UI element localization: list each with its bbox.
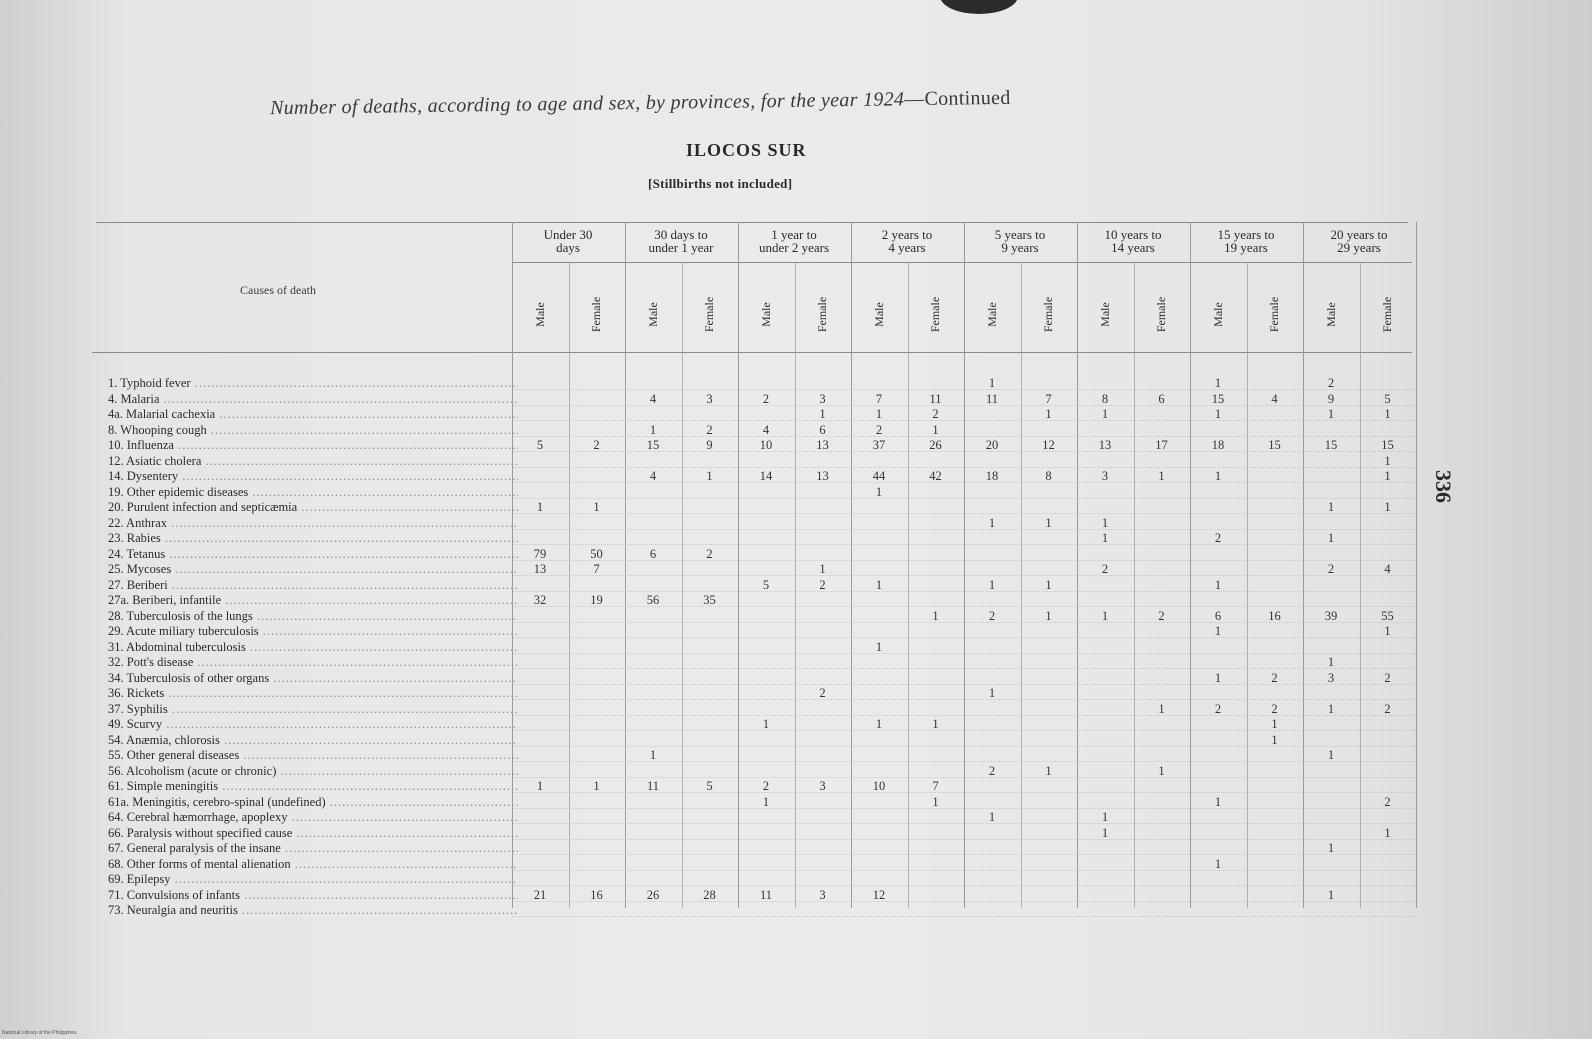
- sex-label: Male: [532, 301, 547, 327]
- table-cell-value: 37: [872, 438, 886, 452]
- sex-label: Female: [814, 296, 829, 332]
- table-cell-value: 10: [872, 779, 886, 793]
- table-cell-value: 2: [706, 546, 713, 561]
- table-cell-value: 1: [1045, 608, 1052, 623]
- age-group-line: 30 days to: [654, 227, 708, 242]
- table-cell-value: 39: [1324, 608, 1338, 623]
- cause-of-death-label: 8. Whooping cough .....: [108, 423, 518, 437]
- cause-of-death-label: 19. Other epidemic diseases .....: [108, 485, 518, 499]
- table-cell-value: 11: [929, 391, 942, 406]
- table-cell-value: 1: [706, 469, 713, 483]
- cause-of-death-label: 29. Acute miliary tuberculosis .....: [108, 624, 518, 638]
- age-group-line: 9 years: [1001, 240, 1039, 255]
- title-suffix: —Continued: [904, 86, 1011, 111]
- cause-of-death-label: 68. Other forms of mental alienation .....: [108, 857, 518, 871]
- age-group-line: Under 30: [543, 227, 593, 242]
- cause-of-death-label: 10. Influenza .....: [108, 438, 518, 452]
- table-cell-value: 7: [932, 779, 939, 793]
- table-cell-value: 3: [819, 779, 826, 793]
- table-cell-value: 1: [1384, 624, 1391, 638]
- table-cell-value: 1: [988, 810, 996, 824]
- table-cell-value: 1: [536, 779, 544, 793]
- sex-column-header: [851, 301, 907, 327]
- age-group-line: 19 years: [1224, 240, 1268, 255]
- table-cell-value: 1: [1101, 825, 1109, 840]
- table-cell-value: 44: [872, 469, 886, 483]
- sex-column-header: [908, 296, 964, 332]
- table-cell-value: 11: [646, 779, 660, 793]
- age-group-line: 2 years to: [881, 227, 933, 242]
- table-cell-value: 7: [875, 391, 883, 406]
- age-group-line: under 1 year: [648, 240, 714, 255]
- title-italic: Number of deaths, according to age and sex, by provinces, for the year 1924: [269, 88, 905, 120]
- row-leader: [512, 653, 1416, 655]
- table-cell-value: 1: [932, 608, 939, 623]
- age-group-line: 29 years: [1337, 240, 1381, 255]
- table-cell-value: 1: [1384, 500, 1391, 514]
- table-cell-value: 3: [819, 391, 826, 406]
- age-group-line: 4 years: [888, 240, 926, 255]
- cause-of-death-label: 64. Cerebral hæmorrhage, apoplexy .....: [108, 810, 518, 824]
- table-cell-value: 1: [1327, 531, 1335, 545]
- table-cell-value: 13: [1098, 438, 1112, 452]
- table-cell-value: 16: [590, 887, 603, 902]
- table-cell-value: 1: [593, 779, 600, 793]
- table-cell-value: 1: [819, 562, 826, 576]
- table-cell-value: 1: [1214, 469, 1222, 483]
- table-cell-value: 1: [1101, 810, 1109, 824]
- cause-of-death-label: 14. Dysentery .....: [108, 469, 518, 483]
- cause-of-death-label: 49. Scurvy .....: [108, 717, 518, 731]
- table-cell-value: 1: [1384, 453, 1391, 468]
- table-cell-value: 1: [762, 717, 770, 731]
- age-group-header: [851, 228, 963, 254]
- table-cell-value: 28: [703, 887, 716, 902]
- table-cell-value: 79: [533, 546, 547, 561]
- cause-of-death-label: 69. Epilepsy .....: [108, 872, 518, 886]
- table-cell-value: 5: [762, 577, 770, 592]
- sex-label: Female: [588, 296, 603, 332]
- age-group-line: 15 years to: [1217, 227, 1275, 242]
- table-cell-value: 4: [1271, 391, 1278, 406]
- table-cell-value: 2: [593, 438, 600, 452]
- table-cell-value: 1: [1101, 515, 1109, 530]
- table-cell-value: 9: [1327, 391, 1335, 406]
- table-cell-value: 1: [1101, 407, 1109, 421]
- table-cell-value: 1: [1327, 748, 1335, 762]
- age-group-header: [964, 228, 1076, 254]
- sex-column-header: [1077, 301, 1133, 327]
- table-cell-value: 17: [1155, 438, 1168, 452]
- table-cell-value: 6: [649, 546, 657, 561]
- table-cell-value: 1: [1214, 856, 1222, 871]
- table-cell-value: 1: [988, 376, 996, 390]
- cause-of-death-label: 27a. Beriberi, infantile .....: [108, 593, 518, 607]
- table-cell-value: 5: [706, 779, 713, 793]
- table-cell-value: 1: [1045, 763, 1052, 778]
- table-cell-value: 7: [593, 562, 600, 576]
- cause-of-death-label: 27. Beriberi .....: [108, 578, 518, 592]
- age-group-line: 20 years to: [1330, 227, 1388, 242]
- sex-label: Male: [984, 301, 999, 327]
- table-cell-value: 1: [875, 639, 883, 654]
- table-cell-value: 12: [1042, 438, 1055, 452]
- age-group-header: [512, 228, 624, 254]
- column-divider: [908, 262, 909, 908]
- cause-of-death-label: 67. General paralysis of the insane .....: [108, 841, 518, 855]
- age-group-line: 10 years to: [1104, 227, 1162, 242]
- cause-of-death-label: 55. Other general diseases .....: [108, 748, 518, 762]
- sex-column-header: [1134, 296, 1190, 332]
- column-divider: [851, 222, 852, 908]
- age-group-header: [1303, 228, 1415, 254]
- sex-column-header: [569, 296, 625, 332]
- table-cell-value: 1: [1214, 376, 1222, 390]
- table-cell-value: 1: [1327, 500, 1335, 514]
- column-divider: [1134, 262, 1135, 908]
- cause-of-death-label: 54. Anæmia, chlorosis .....: [108, 733, 518, 747]
- age-group-header: [1190, 228, 1302, 254]
- table-cell-value: 5: [1384, 391, 1391, 406]
- causes-column-header: Causes of death: [240, 283, 316, 297]
- table-cell-value: 2: [988, 763, 996, 778]
- cause-of-death-label: 66. Paralysis without specified cause .....: [108, 826, 518, 840]
- cause-of-death-label: 4a. Malarial cachexia .....: [108, 407, 518, 421]
- cause-of-death-label: 37. Syphilis .....: [108, 702, 518, 716]
- table-cell-value: 6: [1214, 608, 1222, 623]
- table-cell-value: 2: [1158, 608, 1165, 623]
- sex-column-header: [512, 301, 568, 327]
- table-cell-value: 2: [762, 779, 770, 793]
- row-leader: [512, 870, 1416, 872]
- table-cell-value: 50: [590, 546, 603, 561]
- table-cell-value: 1: [932, 794, 939, 809]
- sex-label: Female: [1379, 296, 1394, 332]
- cause-of-death-label: 1. Typhoid fever .....: [108, 376, 518, 390]
- table-cell-value: 15: [646, 438, 660, 452]
- table-cell-value: 2: [1327, 562, 1335, 576]
- sex-label: Female: [1266, 296, 1281, 332]
- sex-label: Male: [645, 301, 660, 327]
- cause-of-death-label: 4. Malaria .....: [108, 392, 518, 406]
- table-cell-value: 2: [1101, 562, 1109, 576]
- table-cell-value: 2: [762, 391, 770, 406]
- sex-column-header: [1247, 296, 1303, 332]
- sex-label: Female: [1153, 296, 1168, 332]
- table-cell-value: 2: [1214, 531, 1222, 545]
- table-cell-value: 1: [875, 407, 883, 421]
- table-cell-value: 15: [1268, 438, 1281, 452]
- table-cell-value: 1: [1158, 701, 1165, 716]
- table-cell-value: 1: [1271, 717, 1278, 731]
- age-group-header: [625, 228, 737, 254]
- sex-column-header: [1360, 296, 1416, 332]
- table-cell-value: 1: [988, 577, 996, 592]
- age-group-line: days: [556, 240, 580, 255]
- sex-column-header: [1303, 301, 1359, 327]
- top-rule: [96, 222, 1408, 223]
- table-cell-value: 8: [1101, 391, 1109, 406]
- table-cell-value: 1: [1214, 407, 1222, 421]
- table-cell-value: 2: [819, 577, 826, 592]
- column-divider: [682, 262, 683, 908]
- cause-of-death-label: 25. Mycoses .....: [108, 562, 518, 576]
- table-cell-value: 56: [646, 593, 660, 607]
- table-cell-value: 1: [1158, 469, 1165, 483]
- table-cell-value: 2: [1271, 670, 1278, 685]
- table-cell-value: 1: [1214, 670, 1222, 685]
- age-group-line: under 2 years: [758, 240, 830, 255]
- age-group-header: [738, 228, 850, 254]
- table-cell-value: 1: [1327, 655, 1335, 669]
- table-cell-value: 1: [1158, 763, 1165, 778]
- table-cell-value: 18: [985, 469, 999, 483]
- table-cell-value: 6: [819, 422, 826, 437]
- table-cell-value: 4: [649, 469, 657, 483]
- table-cell-value: 18: [1211, 438, 1225, 452]
- table-cell-value: 26: [646, 887, 660, 902]
- table-cell-value: 1: [649, 422, 657, 437]
- table-cell-value: 1: [988, 686, 996, 700]
- table-cell-value: 15: [1381, 438, 1394, 452]
- table-cell-value: 1: [1327, 841, 1335, 855]
- table-cell-value: 13: [816, 438, 829, 452]
- column-divider: [569, 262, 570, 908]
- table-cell-value: 2: [1384, 701, 1391, 716]
- sex-column-header: [682, 296, 738, 332]
- cause-of-death-label: 32. Pott's disease .....: [108, 655, 518, 669]
- table-cell-value: 6: [1158, 391, 1165, 406]
- table-cell-value: 13: [533, 562, 547, 576]
- table-cell-value: 2: [932, 407, 939, 421]
- table-cell-value: 1: [1101, 608, 1109, 623]
- table-cell-value: 1: [875, 484, 883, 499]
- age-group-header: [1077, 228, 1189, 254]
- table-cell-value: 1: [1327, 887, 1335, 902]
- page-title: [270, 87, 1011, 120]
- sex-label: Male: [871, 301, 886, 327]
- age-group-line: 5 years to: [994, 227, 1046, 242]
- table-cell-value: 3: [706, 391, 713, 406]
- table-cell-value: 11: [759, 887, 773, 902]
- sex-label: Female: [1040, 296, 1055, 332]
- table-cell-value: 5: [536, 438, 544, 452]
- table-cell-value: 1: [1327, 407, 1335, 421]
- table-cell-value: 3: [1101, 469, 1109, 483]
- table-cell-value: 1: [1045, 577, 1052, 592]
- age-group-line: 14 years: [1111, 240, 1155, 255]
- table-cell-value: 1: [1045, 407, 1052, 421]
- row-leader: [512, 637, 1416, 639]
- table-cell-value: 1: [932, 422, 939, 437]
- sex-column-header: [1021, 296, 1077, 332]
- table-cell-value: 21: [533, 887, 547, 902]
- page-number: 336: [1431, 470, 1456, 503]
- cause-of-death-label: 22. Anthrax .....: [108, 516, 518, 530]
- sex-column-header: [738, 301, 794, 327]
- sex-label: Male: [1323, 301, 1338, 327]
- table-cell-value: 1: [593, 500, 600, 514]
- table-cell-value: 2: [706, 422, 713, 437]
- table-cell-value: 1: [1271, 732, 1278, 747]
- sex-column-header: [1190, 301, 1246, 327]
- table-cell-value: 3: [819, 887, 826, 902]
- table-cell-value: 1: [1384, 825, 1391, 840]
- table-cell-value: 1: [1214, 794, 1222, 809]
- cause-of-death-label: 28. Tuberculosis of the lungs .....: [108, 609, 518, 623]
- table-cell-value: 2: [819, 686, 826, 700]
- table-cell-value: 1: [819, 407, 826, 421]
- table-cell-value: 32: [533, 593, 547, 607]
- table-cell-value: 1: [1214, 624, 1222, 638]
- header-bottom-rule: [92, 352, 1412, 353]
- table-cell-value: 1: [1327, 701, 1335, 716]
- table-cell-value: 15: [1211, 391, 1225, 406]
- sex-label: Male: [758, 301, 773, 327]
- table-cell-value: 35: [703, 593, 716, 607]
- table-cell-value: 2: [988, 608, 996, 623]
- row-leader: [512, 839, 1416, 841]
- ink-blot: [940, 0, 1018, 14]
- table-cell-value: 11: [985, 391, 999, 406]
- table-cell-value: 1: [649, 748, 657, 762]
- row-leader: [512, 916, 1416, 918]
- table-cell-value: 42: [929, 469, 942, 483]
- table-cell-value: 1: [988, 515, 996, 530]
- table-cell-value: 4: [1384, 562, 1391, 576]
- cause-of-death-label: 56. Alcoholism (acute or chronic) .....: [108, 764, 518, 778]
- cause-of-death-label: 73. Neuralgia and neuritis .....: [108, 903, 518, 917]
- cause-of-death-label: 61. Simple meningitis .....: [108, 779, 518, 793]
- table-cell-value: 7: [1045, 391, 1052, 406]
- table-cell-value: 26: [929, 438, 942, 452]
- cause-of-death-label: 20. Purulent infection and septicæmia .....: [108, 500, 518, 514]
- sex-column-header: [795, 296, 851, 332]
- table-cell-value: 1: [1045, 515, 1052, 530]
- table-cell-value: 1: [762, 794, 770, 809]
- sex-column-header: [964, 301, 1020, 327]
- cause-of-death-label: 61a. Meningitis, cerebro-spinal (undefined) .....: [108, 795, 518, 809]
- table-cell-value: 4: [762, 422, 770, 437]
- cause-of-death-label: 36. Rickets .....: [108, 686, 518, 700]
- cause-of-death-label: 12. Asiatic cholera .....: [108, 454, 518, 468]
- row-leader: [512, 854, 1416, 856]
- table-cell-value: 8: [1045, 469, 1052, 483]
- sex-label: Female: [701, 296, 716, 332]
- sex-label: Male: [1097, 301, 1112, 327]
- cause-of-death-label: 31. Abdominal tuberculosis .....: [108, 640, 518, 654]
- cause-of-death-label: 24. Tetanus .....: [108, 547, 518, 561]
- column-divider: [625, 222, 626, 908]
- table-cell-value: 1: [1214, 577, 1222, 592]
- table-cell-value: 1: [1384, 407, 1391, 421]
- group-rule: [512, 262, 1412, 263]
- table-cell-value: 2: [1214, 701, 1222, 716]
- table-cell-value: 15: [1324, 438, 1338, 452]
- cause-of-death-label: 23. Rabies .....: [108, 531, 518, 545]
- table-cell-value: 55: [1381, 608, 1394, 623]
- table-cell-value: 12: [872, 887, 886, 902]
- table-cell-value: 2: [875, 422, 883, 437]
- cause-of-death-label: 71. Convulsions of infants .....: [108, 888, 518, 902]
- table-cell-value: 4: [649, 391, 657, 406]
- column-divider: [1360, 262, 1361, 908]
- province-heading: ILOCOS SUR: [686, 140, 807, 160]
- table-cell-value: 9: [706, 438, 713, 452]
- sex-column-header: [625, 301, 681, 327]
- table-cell-value: 2: [1384, 670, 1391, 685]
- table-cell-value: 19: [590, 593, 603, 607]
- footer-credit: National Library of the Philippines: [2, 1030, 77, 1036]
- column-divider: [1416, 222, 1417, 908]
- table-cell-value: 20: [985, 438, 999, 452]
- sex-label: Male: [1210, 301, 1225, 327]
- table-cell-value: 10: [759, 438, 773, 452]
- table-cell-value: 1: [536, 500, 544, 514]
- table-cell-value: 2: [1384, 794, 1391, 809]
- table-cell-value: 2: [1327, 376, 1335, 390]
- table-cell-value: 1: [932, 717, 939, 731]
- table-cell-value: 1: [875, 717, 883, 731]
- table-cell-value: 14: [759, 469, 773, 483]
- table-cell-value: 13: [816, 469, 829, 483]
- sex-label: Female: [927, 296, 942, 332]
- cause-of-death-label: 34. Tuberculosis of other organs .....: [108, 671, 518, 685]
- column-divider: [964, 222, 965, 908]
- table-cell-value: 1: [1101, 531, 1109, 545]
- column-divider: [1247, 262, 1248, 908]
- table-cell-value: 1: [875, 577, 883, 592]
- table-cell-value: 2: [1271, 701, 1278, 716]
- table-cell-value: 1: [1384, 469, 1391, 483]
- row-leader: [512, 498, 1416, 500]
- table-cell-value: 3: [1327, 670, 1335, 685]
- stillbirths-note: [Stillbirths not included]: [648, 176, 793, 191]
- table-cell-value: 16: [1268, 608, 1281, 623]
- age-group-line: 1 year to: [771, 227, 817, 242]
